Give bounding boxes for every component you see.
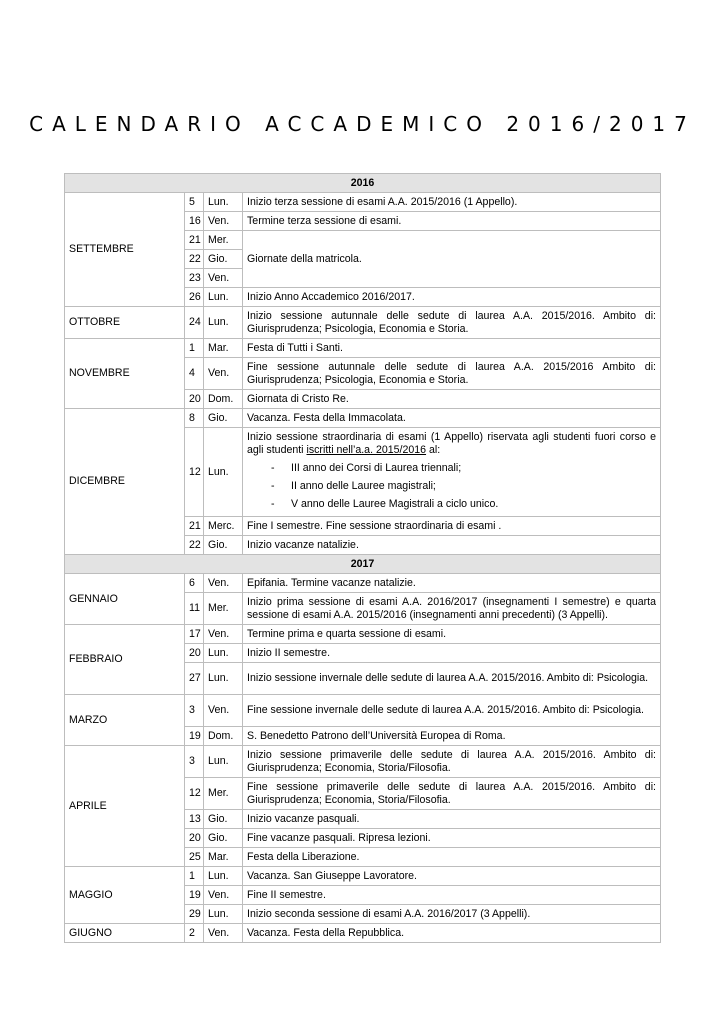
event-day: 27 (185, 663, 204, 695)
event-weekday: Ven. (204, 574, 243, 593)
event-weekday: Lun. (204, 428, 243, 517)
event-weekday: Gio. (204, 536, 243, 555)
event-day: 2 (185, 924, 204, 943)
calendar-table (64, 173, 661, 943)
event-day: 8 (185, 409, 204, 428)
event-description: Festa di Tutti i Santi. (243, 339, 661, 358)
event-day: 24 (185, 307, 204, 339)
event-description: Fine sessione primaverile delle sedute di laurea A.A. 2015/2016. Ambito di: Giurisprudenza; Economia, Storia/Filosofia. (243, 778, 661, 810)
page-title: CALENDARIO ACCADEMICO 2016/2017 (29, 112, 696, 136)
event-day: 22 (185, 250, 204, 269)
event-description: Vacanza. Festa della Repubblica. (243, 924, 661, 943)
event-weekday: Lun. (204, 746, 243, 778)
year-header: 2016 (65, 174, 661, 193)
event-weekday: Lun. (204, 307, 243, 339)
event-day: 3 (185, 746, 204, 778)
event-description: Inizio terza sessione di esami A.A. 2015/2016 (1 Appello). (243, 193, 661, 212)
event-day: 4 (185, 358, 204, 390)
event-description: Inizio vacanze pasquali. (243, 810, 661, 829)
event-weekday: Mar. (204, 848, 243, 867)
month-label: SETTEMBRE (65, 193, 185, 307)
event-day: 3 (185, 695, 204, 727)
event-description: Inizio sessione primaverile delle sedute di laurea A.A. 2015/2016. Ambito di: Giurisprudenza; Economia, Storia/Filosofia. (243, 746, 661, 778)
event-text-underlined: iscritti nell’a.a. 2015/2016 (306, 443, 427, 456)
month-label: MARZO (65, 695, 185, 746)
event-day: 20 (185, 390, 204, 409)
event-weekday: Ven. (204, 625, 243, 644)
event-weekday: Merc. (204, 517, 243, 536)
event-day: 11 (185, 593, 204, 625)
month-label: MAGGIO (65, 867, 185, 924)
event-description: Fine vacanze pasquali. Ripresa lezioni. (243, 829, 661, 848)
event-description: Vacanza. Festa della Immacolata. (243, 409, 661, 428)
event-day: 29 (185, 905, 204, 924)
event-weekday: Dom. (204, 390, 243, 409)
event-description: Inizio sessione invernale delle sedute di laurea A.A. 2015/2016. Ambito di: Psicologia. (243, 663, 661, 695)
event-text-after: al: (426, 443, 441, 456)
event-day: 23 (185, 269, 204, 288)
event-description: Inizio II semestre. (243, 644, 661, 663)
month-label: OTTOBRE (65, 307, 185, 339)
event-description (243, 428, 661, 517)
event-weekday: Lun. (204, 288, 243, 307)
event-weekday: Lun. (204, 644, 243, 663)
month-label: NOVEMBRE (65, 339, 185, 409)
event-description: Inizio Anno Accademico 2016/2017. (243, 288, 661, 307)
event-text: Inizio sessione straordinaria di esami (1 Appello) riservata agli studenti fuori corso e agli studenti (247, 430, 656, 456)
year-list-item: - V anno delle Lauree Magistrali a ciclo unico. (247, 495, 656, 513)
event-description: Fine I semestre. Fine sessione straordinaria di esami . (243, 517, 661, 536)
event-day: 12 (185, 428, 204, 517)
event-weekday: Gio. (204, 810, 243, 829)
month-label: GIUGNO (65, 924, 185, 943)
event-day: 20 (185, 829, 204, 848)
event-day: 21 (185, 231, 204, 250)
event-weekday: Gio. (204, 409, 243, 428)
event-day: 16 (185, 212, 204, 231)
event-day: 17 (185, 625, 204, 644)
event-weekday: Gio. (204, 829, 243, 848)
event-description: Inizio sessione autunnale delle sedute di laurea A.A. 2015/2016. Ambito di: Giurisprudenza; Psicologia, Economia e Storia. (243, 307, 661, 339)
event-day: 1 (185, 867, 204, 886)
event-description: Termine prima e quarta sessione di esami. (243, 625, 661, 644)
event-weekday: Lun. (204, 867, 243, 886)
event-day: 5 (185, 193, 204, 212)
event-day: 6 (185, 574, 204, 593)
event-description: Fine sessione invernale delle sedute di laurea A.A. 2015/2016. Ambito di: Psicologia. (243, 695, 661, 727)
event-description: Fine sessione autunnale delle sedute di laurea A.A. 2015/2016 Ambito di: Giurisprudenza; Psicologia, Economia e Storia. (243, 358, 661, 390)
event-weekday: Ven. (204, 269, 243, 288)
event-day: 1 (185, 339, 204, 358)
event-day: 19 (185, 727, 204, 746)
event-description: S. Benedetto Patrono dell’Università Europea di Roma. (243, 727, 661, 746)
month-label: APRILE (65, 746, 185, 867)
year-header: 2017 (65, 555, 661, 574)
event-description: Giornata di Cristo Re. (243, 390, 661, 409)
event-weekday: Ven. (204, 212, 243, 231)
event-weekday: Lun. (204, 663, 243, 695)
month-label: FEBBRAIO (65, 625, 185, 695)
year-list (247, 459, 656, 513)
event-weekday: Ven. (204, 886, 243, 905)
event-weekday: Gio. (204, 250, 243, 269)
month-label: DICEMBRE (65, 409, 185, 555)
event-day: 26 (185, 288, 204, 307)
event-day: 25 (185, 848, 204, 867)
event-day: 21 (185, 517, 204, 536)
year-list-item: - II anno delle Lauree magistrali; (247, 477, 656, 495)
event-day: 22 (185, 536, 204, 555)
event-weekday: Ven. (204, 358, 243, 390)
event-description: Fine II semestre. (243, 886, 661, 905)
event-day: 20 (185, 644, 204, 663)
event-weekday: Lun. (204, 193, 243, 212)
month-label: GENNAIO (65, 574, 185, 625)
event-weekday: Ven. (204, 695, 243, 727)
event-description: Inizio prima sessione di esami A.A. 2016/2017 (insegnamenti I semestre) e quarta sessione di esami A.A. 2015/2016 (insegnamenti anni precedenti) (3 Appelli). (243, 593, 661, 625)
year-list-item: - III anno dei Corsi di Laurea triennali; (247, 459, 656, 477)
event-description: Giornate della matricola. (243, 231, 661, 288)
event-weekday: Mer. (204, 593, 243, 625)
event-day: 12 (185, 778, 204, 810)
event-description: Termine terza sessione di esami. (243, 212, 661, 231)
event-weekday: Mar. (204, 339, 243, 358)
event-weekday: Lun. (204, 905, 243, 924)
event-day: 19 (185, 886, 204, 905)
event-description: Festa della Liberazione. (243, 848, 661, 867)
event-weekday: Ven. (204, 924, 243, 943)
event-description: Inizio vacanze natalizie. (243, 536, 661, 555)
event-description: Vacanza. San Giuseppe Lavoratore. (243, 867, 661, 886)
event-description: Epifania. Termine vacanze natalizie. (243, 574, 661, 593)
event-weekday: Dom. (204, 727, 243, 746)
event-weekday: Mer. (204, 778, 243, 810)
event-day: 13 (185, 810, 204, 829)
event-weekday: Mer. (204, 231, 243, 250)
event-description: Inizio seconda sessione di esami A.A. 2016/2017 (3 Appelli). (243, 905, 661, 924)
